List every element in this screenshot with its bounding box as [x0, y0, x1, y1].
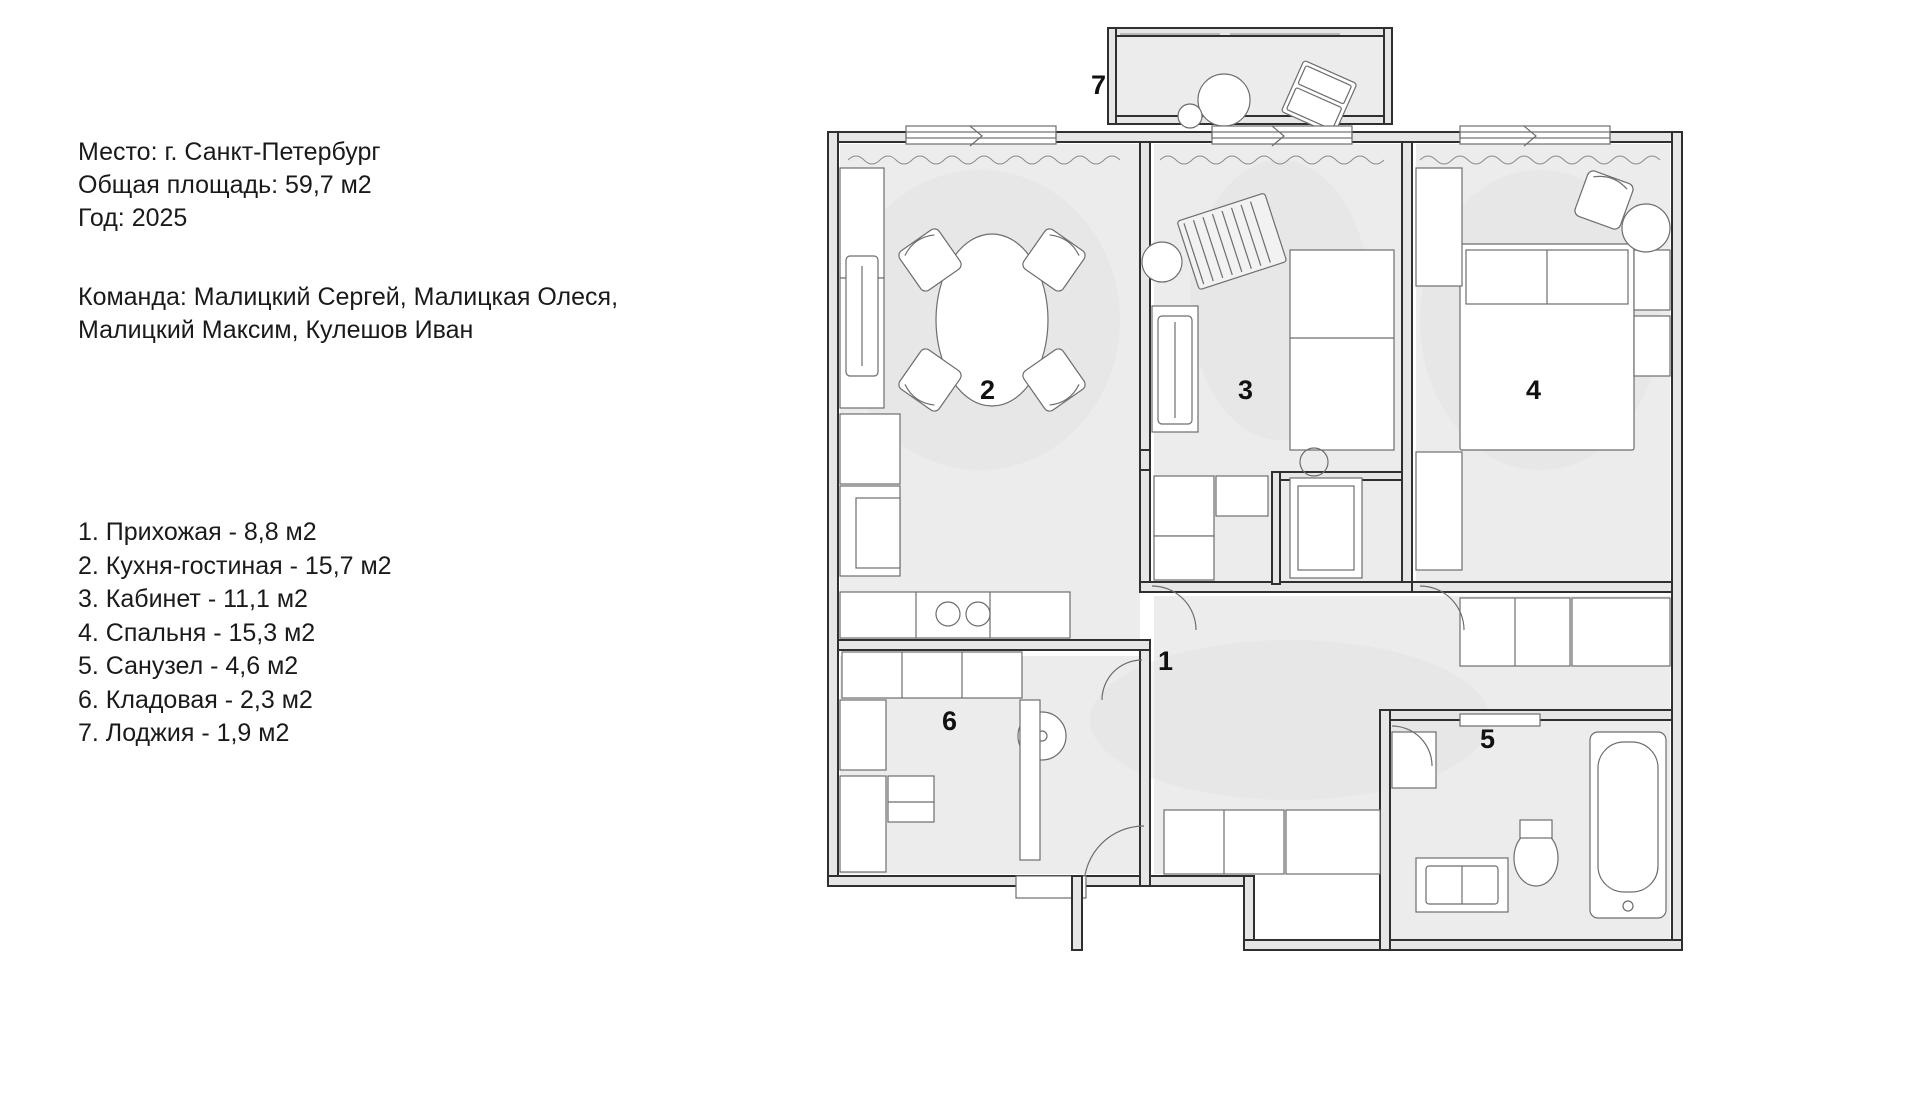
- legend-item: 1. Прихожая - 8,8 м2: [78, 518, 317, 546]
- legend-item: 3. Кабинет - 11,1 м2: [78, 585, 308, 613]
- project-year: Год: 2025: [78, 204, 188, 232]
- room-number-1: 1: [1158, 646, 1174, 676]
- project-location: Место: г. Санкт-Петербург: [78, 138, 381, 166]
- room-number-4: 4: [1526, 375, 1542, 405]
- legend-item: 4. Спальня - 15,3 м2: [78, 618, 316, 647]
- legend-item: 7. Лоджия - 1,9 м2: [78, 719, 290, 747]
- legend-item: 6. Кладовая - 2,3 м2: [78, 685, 313, 714]
- project-team-line-1: Команда: Малицкий Сергей, Малицкая Олеся,: [78, 283, 619, 311]
- corridor-storage: [1460, 598, 1670, 666]
- windows-top: [906, 126, 1610, 146]
- room-legend: [78, 516, 778, 751]
- project-team-line-2: Малицкий Максим, Кулешов Иван: [78, 316, 474, 344]
- legend-item: 5. Санузел - 4,6 м2: [78, 652, 299, 680]
- room-number-2: 2: [980, 375, 996, 405]
- project-team: [78, 281, 778, 347]
- legend-item: 2. Кухня-гостиная - 15,7 м2: [78, 551, 392, 580]
- room-number-5: 5: [1480, 724, 1496, 754]
- project-info-panel: [78, 136, 778, 347]
- project-meta: [78, 136, 778, 235]
- floor-plan: [820, 20, 1900, 1080]
- room-number-7: 7: [1091, 70, 1107, 100]
- room-number-6: 6: [942, 706, 958, 736]
- room-number-3: 3: [1238, 375, 1254, 405]
- project-total-area: Общая площадь: 59,7 м2: [78, 171, 372, 199]
